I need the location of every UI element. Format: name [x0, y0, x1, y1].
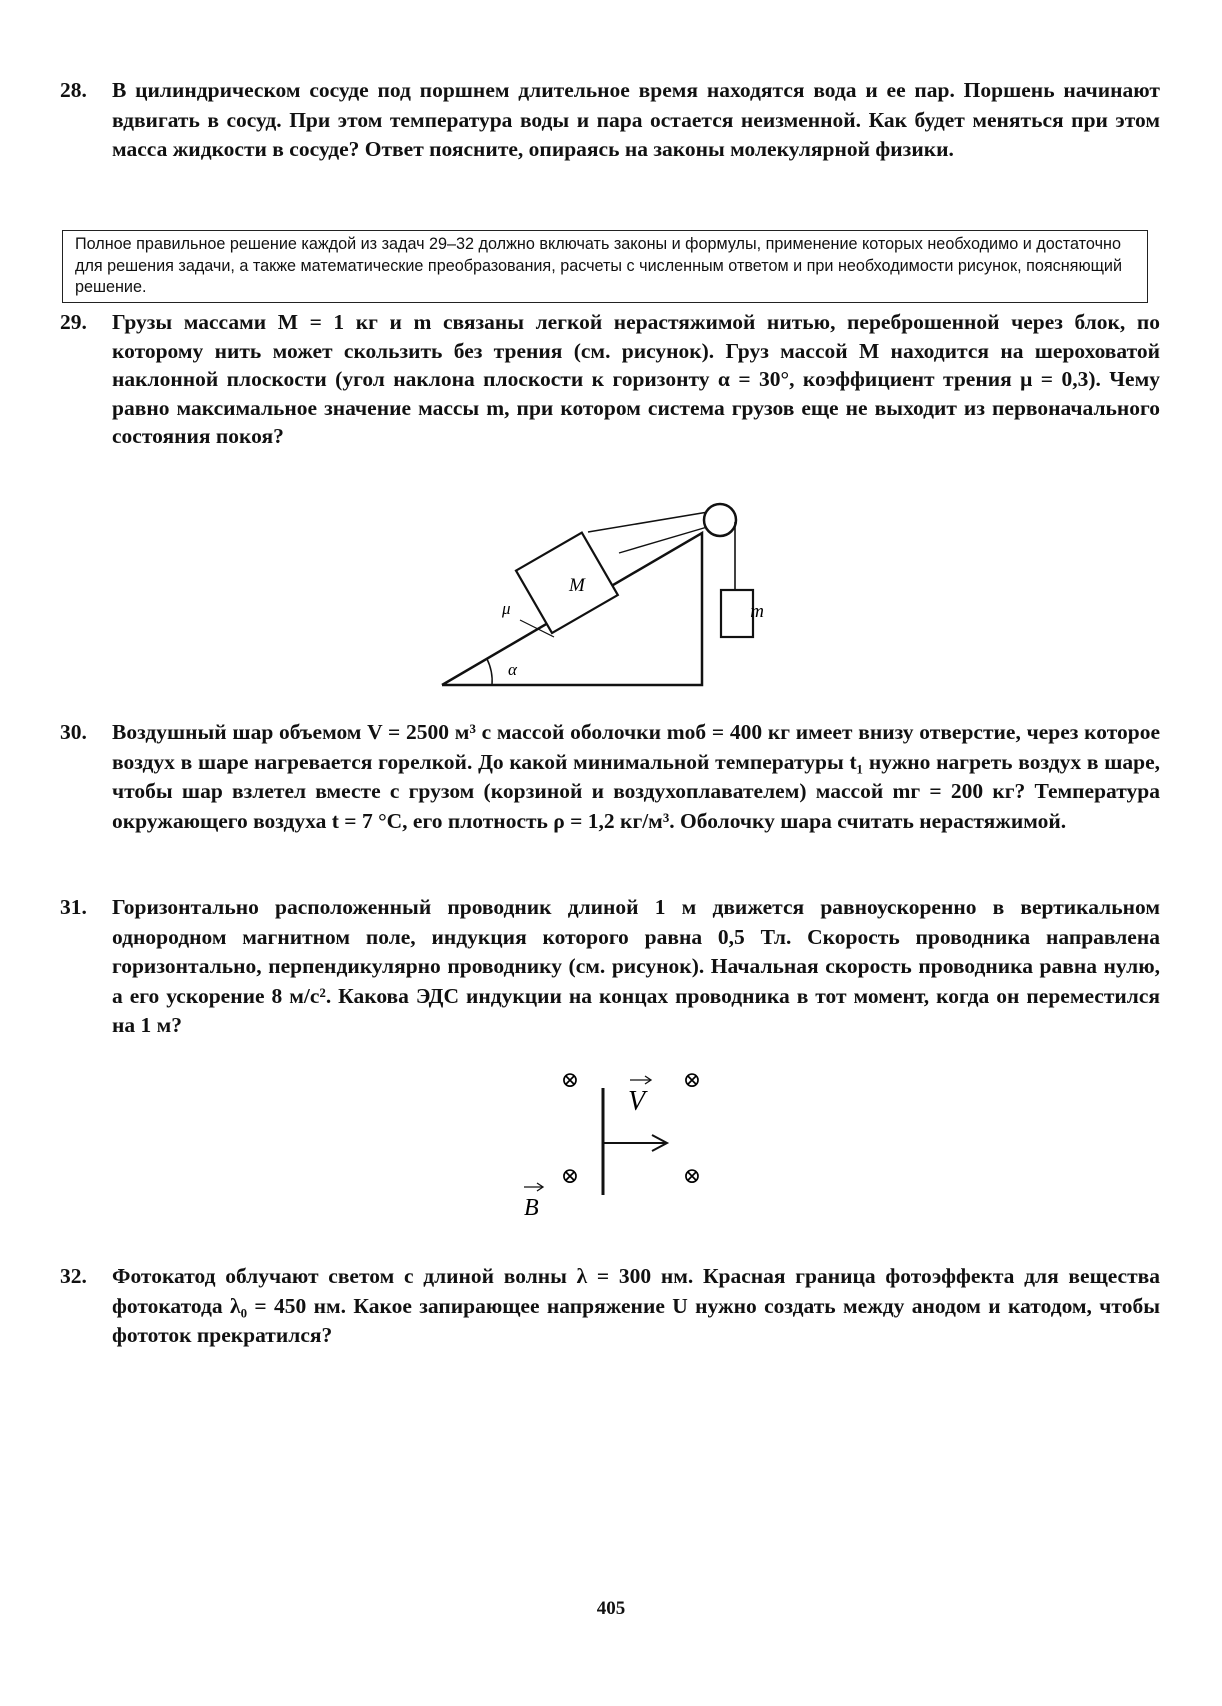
field-into-page-icon: ⊗	[682, 1163, 702, 1188]
instructions-note: Полное правильное решение каждой из задач 29–32 должно включать законы и формулы, применение которых необходимо и достаточно для решения задачи, а также математические преобразования, расчеты с численным ответом и при необходимости рисунок, поясняющий решение.	[62, 230, 1148, 303]
problem-text: Фотокатод облучают светом с длиной волны λ = 300 нм. Красная граница фотоэффекта для вещества фотокатода λ₀ = 450 нм. Какое запирающее напряжение U нужно создать между анодом и катодом, чтобы фототок прекратился?	[112, 1264, 1160, 1347]
alpha-label: α	[508, 660, 517, 679]
problem-text: В цилиндрическом сосуде под поршнем длительное время находятся вода и ее пар. Поршень начинают вдвигать в сосуд. При этом температура воды и пара остается неизменной. Как будет меняться при этом масса жидкости в сосуде? Ответ поясните, опираясь на законы молекулярной физики.	[112, 78, 1160, 161]
block-label: M	[569, 575, 585, 596]
block-m	[516, 533, 618, 633]
hanging-label: m	[750, 601, 764, 622]
page-number: 405	[596, 1598, 626, 1619]
field-label: B	[524, 1195, 539, 1221]
problem-text: Горизонтально расположенный проводник длиной 1 м движется равноускоренно в вертикальном однородном магнитном поле, индукция которого равна 0,5 Тл. Скорость проводника направлена горизонтально, перпендикулярно проводнику (см. рисунок). Начальная скорость проводника равна нулю, а его ускорение 8 м/с². Какова ЭДС индукции на концах проводника в тот момент, когда он переместился на 1 м?	[112, 895, 1160, 1037]
field-into-page-icon: ⊗	[560, 1067, 580, 1092]
problem-text: Грузы массами M = 1 кг и m связаны легкой нерастяжимой нитью, переброшенной через блок, по которому нить может скользить без трения (см. рисунок). Груз массой M находится на шероховатой наклонной плоскости (угол наклона плоскости к горизонту α = 30°, коэффициент трения μ = 0,3). Чему равно максимальное значение массы m, при котором система грузов еще не выходит из первоначального состояния покоя?	[112, 310, 1160, 448]
pulley	[704, 504, 736, 536]
problem-29	[60, 308, 1160, 451]
problem-30	[60, 718, 1160, 836]
problem-number: 29.	[60, 310, 87, 334]
problem-31	[60, 893, 1160, 1041]
problem-number: 30.	[60, 720, 87, 744]
hanging-mass	[721, 590, 753, 637]
problem-number: 31.	[60, 895, 87, 919]
mu-label: μ	[502, 599, 511, 618]
incline-pulley-figure	[430, 495, 764, 695]
conductor-field-figure	[510, 1065, 730, 1235]
velocity-label: V	[628, 1086, 646, 1117]
field-into-page-icon: ⊗	[560, 1163, 580, 1188]
problem-text: Воздушный шар объемом V = 2500 м³ с массой оболочки mоб = 400 кг имеет внизу отверстие, через которое воздух в шаре нагревается горелкой. До какой минимальной температуры t₁ нужно нагреть воздух в шаре, чтобы шар взлетел вместе с грузом (корзиной и воздухоплавателем) массой mг = 200 кг? Температура окружающего воздуха t = 7 °C, его плотность ρ = 1,2 кг/м³. Оболочку шара считать нерастяжимой.	[112, 720, 1160, 833]
problem-32	[60, 1262, 1160, 1351]
string-incline	[588, 512, 708, 532]
angle-arc	[487, 659, 492, 685]
problem-28	[60, 76, 1160, 165]
field-into-page-icon: ⊗	[682, 1067, 702, 1092]
problem-number: 32.	[60, 1264, 87, 1288]
problem-number: 28.	[60, 78, 87, 102]
string-incline-lower	[619, 525, 714, 553]
